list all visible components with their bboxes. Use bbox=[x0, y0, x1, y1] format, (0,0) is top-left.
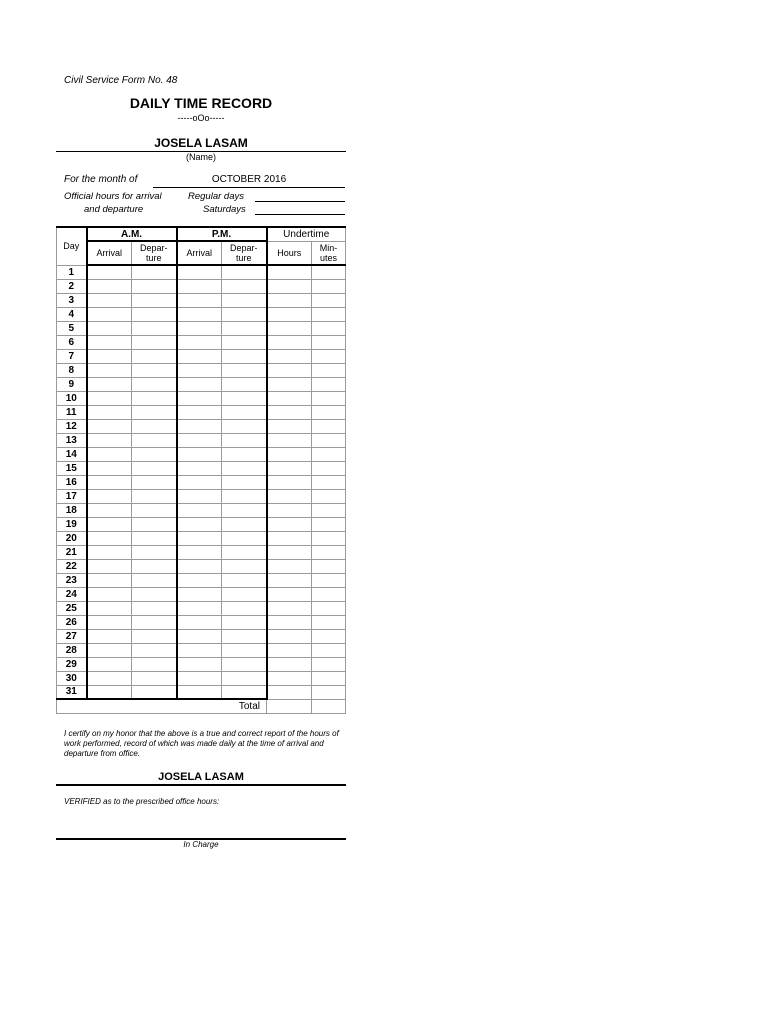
pm-arrival-cell[interactable] bbox=[177, 363, 222, 377]
day-number: 31 bbox=[57, 685, 87, 699]
day-row bbox=[57, 517, 346, 531]
pm-departure-cell[interactable] bbox=[222, 447, 267, 461]
am-departure-cell[interactable] bbox=[132, 545, 177, 559]
am-arrival-cell[interactable] bbox=[87, 643, 132, 657]
day-row bbox=[57, 489, 346, 503]
undertime-minutes-cell[interactable] bbox=[312, 349, 346, 363]
pm-arrival-cell[interactable] bbox=[177, 629, 222, 643]
pm-arrival-cell[interactable] bbox=[177, 685, 222, 699]
day-row bbox=[57, 419, 346, 433]
am-arrival-cell[interactable] bbox=[87, 503, 132, 517]
am-arrival-cell[interactable] bbox=[87, 307, 132, 321]
undertime-minutes-cell[interactable] bbox=[312, 335, 346, 349]
regular-days-field[interactable] bbox=[255, 201, 345, 202]
pm-departure-cell[interactable] bbox=[222, 629, 267, 643]
day-number: 4 bbox=[57, 307, 87, 321]
pm-arrival-cell[interactable] bbox=[177, 643, 222, 657]
undertime-minutes-cell[interactable] bbox=[312, 531, 346, 545]
undertime-hours-cell[interactable] bbox=[267, 671, 312, 685]
day-number: 20 bbox=[57, 531, 87, 545]
undertime-minutes-cell[interactable] bbox=[312, 377, 346, 391]
day-row bbox=[57, 545, 346, 559]
pm-arrival-cell[interactable] bbox=[177, 279, 222, 293]
am-departure-cell[interactable] bbox=[132, 307, 177, 321]
undertime-hours-cell[interactable] bbox=[267, 517, 312, 531]
pm-arrival-cell[interactable] bbox=[177, 349, 222, 363]
day-number: 19 bbox=[57, 517, 87, 531]
departure-line1: Depar- bbox=[229, 243, 258, 253]
undertime-minutes-cell[interactable] bbox=[312, 489, 346, 503]
day-number: 11 bbox=[57, 405, 87, 419]
am-departure-cell[interactable] bbox=[132, 433, 177, 447]
day-row bbox=[57, 657, 346, 671]
day-number: 8 bbox=[57, 363, 87, 377]
undertime-hours-cell[interactable] bbox=[267, 545, 312, 559]
am-arrival-cell[interactable] bbox=[87, 377, 132, 391]
am-arrival-cell[interactable] bbox=[87, 419, 132, 433]
month-label: For the month of bbox=[64, 174, 138, 185]
day-row bbox=[57, 461, 346, 475]
day-row bbox=[57, 363, 346, 377]
total-row bbox=[57, 699, 346, 713]
day-number: 6 bbox=[57, 335, 87, 349]
pm-departure-cell[interactable] bbox=[222, 587, 267, 601]
day-row bbox=[57, 447, 346, 461]
day-row bbox=[57, 671, 346, 685]
am-arrival-cell[interactable] bbox=[87, 545, 132, 559]
am-departure-cell[interactable] bbox=[132, 657, 177, 671]
day-row bbox=[57, 559, 346, 573]
pm-arrival-cell[interactable] bbox=[177, 587, 222, 601]
am-header: A.M. bbox=[87, 227, 177, 241]
time-record-table bbox=[56, 226, 346, 714]
day-number: 3 bbox=[57, 293, 87, 307]
pm-arrival-cell[interactable] bbox=[177, 321, 222, 335]
undertime-minutes-header bbox=[312, 241, 346, 265]
saturdays-field[interactable] bbox=[255, 214, 345, 215]
day-row bbox=[57, 377, 346, 391]
undertime-minutes-cell[interactable] bbox=[312, 419, 346, 433]
pm-arrival-cell[interactable] bbox=[177, 265, 222, 279]
am-departure-cell[interactable] bbox=[132, 447, 177, 461]
day-row bbox=[57, 629, 346, 643]
day-number: 13 bbox=[57, 433, 87, 447]
am-arrival-cell[interactable] bbox=[87, 601, 132, 615]
day-number: 14 bbox=[57, 447, 87, 461]
undertime-minutes-cell[interactable] bbox=[312, 447, 346, 461]
month-value: OCTOBER 2016 bbox=[211, 174, 287, 185]
pm-departure-cell[interactable] bbox=[222, 349, 267, 363]
pm-arrival-cell[interactable] bbox=[177, 293, 222, 307]
am-departure-cell[interactable] bbox=[132, 377, 177, 391]
am-arrival-cell[interactable] bbox=[87, 335, 132, 349]
total-hours-cell[interactable] bbox=[267, 699, 312, 713]
pm-departure-cell[interactable] bbox=[222, 685, 267, 699]
undertime-hours-header: Hours bbox=[267, 241, 312, 265]
pm-departure-cell[interactable] bbox=[222, 559, 267, 573]
pm-departure-cell[interactable] bbox=[222, 391, 267, 405]
am-arrival-cell[interactable] bbox=[87, 293, 132, 307]
undertime-minutes-cell[interactable] bbox=[312, 643, 346, 657]
undertime-minutes-cell[interactable] bbox=[312, 265, 346, 279]
undertime-hours-cell[interactable] bbox=[267, 685, 312, 699]
employee-name: JOSELA LASAM bbox=[154, 136, 248, 150]
undertime-hours-cell[interactable] bbox=[267, 307, 312, 321]
am-departure-cell[interactable] bbox=[132, 349, 177, 363]
pm-departure-cell[interactable] bbox=[222, 489, 267, 503]
pm-arrival-cell[interactable] bbox=[177, 475, 222, 489]
undertime-minutes-cell[interactable] bbox=[312, 391, 346, 405]
in-charge-label: In Charge bbox=[183, 840, 219, 849]
am-arrival-cell[interactable] bbox=[87, 265, 132, 279]
table-subheader-row bbox=[57, 241, 346, 265]
pm-arrival-cell[interactable] bbox=[177, 503, 222, 517]
pm-departure-cell[interactable] bbox=[222, 377, 267, 391]
pm-departure-cell[interactable] bbox=[222, 657, 267, 671]
day-number: 21 bbox=[57, 545, 87, 559]
pm-arrival-cell[interactable] bbox=[177, 307, 222, 321]
pm-departure-cell[interactable] bbox=[222, 517, 267, 531]
undertime-minutes-cell[interactable] bbox=[312, 629, 346, 643]
official-hours-label-line1: Official hours for arrival bbox=[64, 191, 162, 202]
pm-departure-cell[interactable] bbox=[222, 643, 267, 657]
total-minutes-cell[interactable] bbox=[312, 699, 346, 713]
am-departure-cell[interactable] bbox=[132, 671, 177, 685]
am-arrival-cell[interactable] bbox=[87, 489, 132, 503]
undertime-minutes-cell[interactable] bbox=[312, 433, 346, 447]
am-departure-cell[interactable] bbox=[132, 685, 177, 699]
pm-departure-cell[interactable] bbox=[222, 601, 267, 615]
am-departure-cell[interactable] bbox=[132, 461, 177, 475]
day-number: 18 bbox=[57, 503, 87, 517]
undertime-hours-cell[interactable] bbox=[267, 391, 312, 405]
undertime-minutes-cell[interactable] bbox=[312, 279, 346, 293]
am-arrival-cell[interactable] bbox=[87, 433, 132, 447]
pm-departure-cell[interactable] bbox=[222, 503, 267, 517]
day-number: 28 bbox=[57, 643, 87, 657]
day-number: 26 bbox=[57, 615, 87, 629]
day-row bbox=[57, 335, 346, 349]
pm-departure-cell[interactable] bbox=[222, 475, 267, 489]
pm-arrival-cell[interactable] bbox=[177, 601, 222, 615]
undertime-hours-cell[interactable] bbox=[267, 405, 312, 419]
pm-departure-cell[interactable] bbox=[222, 531, 267, 545]
undertime-hours-cell[interactable] bbox=[267, 363, 312, 377]
am-departure-cell[interactable] bbox=[132, 293, 177, 307]
title-ornament: -----oOo----- bbox=[177, 113, 225, 123]
undertime-minutes-cell[interactable] bbox=[312, 657, 346, 671]
undertime-minutes-cell[interactable] bbox=[312, 559, 346, 573]
am-departure-cell[interactable] bbox=[132, 475, 177, 489]
undertime-hours-cell[interactable] bbox=[267, 279, 312, 293]
am-departure-cell[interactable] bbox=[132, 265, 177, 279]
am-arrival-cell[interactable] bbox=[87, 559, 132, 573]
day-number: 24 bbox=[57, 587, 87, 601]
day-row bbox=[57, 475, 346, 489]
day-number: 9 bbox=[57, 377, 87, 391]
undertime-hours-cell[interactable] bbox=[267, 643, 312, 657]
table-header-row bbox=[57, 227, 346, 241]
undertime-hours-cell[interactable] bbox=[267, 503, 312, 517]
am-departure-cell[interactable] bbox=[132, 363, 177, 377]
day-number: 10 bbox=[57, 391, 87, 405]
am-arrival-cell[interactable] bbox=[87, 629, 132, 643]
pm-arrival-header: Arrival bbox=[177, 241, 222, 265]
undertime-hours-cell[interactable] bbox=[267, 377, 312, 391]
pm-departure-cell[interactable] bbox=[222, 265, 267, 279]
day-number: 5 bbox=[57, 321, 87, 335]
am-departure-cell[interactable] bbox=[132, 503, 177, 517]
verified-text: VERIFIED as to the prescribed office hours: bbox=[64, 797, 220, 806]
am-departure-header bbox=[132, 241, 177, 265]
undertime-hours-cell[interactable] bbox=[267, 447, 312, 461]
am-departure-cell[interactable] bbox=[132, 489, 177, 503]
am-departure-cell[interactable] bbox=[132, 391, 177, 405]
pm-arrival-cell[interactable] bbox=[177, 517, 222, 531]
undertime-hours-cell[interactable] bbox=[267, 293, 312, 307]
pm-arrival-cell[interactable] bbox=[177, 671, 222, 685]
saturdays-label: Saturdays bbox=[203, 204, 246, 215]
undertime-hours-cell[interactable] bbox=[267, 349, 312, 363]
undertime-minutes-cell[interactable] bbox=[312, 601, 346, 615]
pm-arrival-cell[interactable] bbox=[177, 559, 222, 573]
pm-departure-cell[interactable] bbox=[222, 461, 267, 475]
undertime-minutes-cell[interactable] bbox=[312, 545, 346, 559]
pm-arrival-cell[interactable] bbox=[177, 447, 222, 461]
day-row bbox=[57, 279, 346, 293]
am-departure-cell[interactable] bbox=[132, 615, 177, 629]
pm-header: P.M. bbox=[177, 227, 267, 241]
day-number: 23 bbox=[57, 573, 87, 587]
am-arrival-cell[interactable] bbox=[87, 363, 132, 377]
regular-days-label: Regular days bbox=[188, 191, 244, 202]
undertime-hours-cell[interactable] bbox=[267, 601, 312, 615]
day-number: 27 bbox=[57, 629, 87, 643]
minutes-line1: Min- bbox=[319, 242, 338, 253]
pm-departure-cell[interactable] bbox=[222, 321, 267, 335]
undertime-hours-cell[interactable] bbox=[267, 461, 312, 475]
departure-line1: Depar- bbox=[139, 243, 168, 253]
day-number: 29 bbox=[57, 657, 87, 671]
undertime-hours-cell[interactable] bbox=[267, 573, 312, 587]
am-arrival-cell[interactable] bbox=[87, 657, 132, 671]
day-number: 22 bbox=[57, 559, 87, 573]
undertime-minutes-cell[interactable] bbox=[312, 517, 346, 531]
undertime-minutes-cell[interactable] bbox=[312, 321, 346, 335]
pm-departure-cell[interactable] bbox=[222, 545, 267, 559]
pm-arrival-cell[interactable] bbox=[177, 335, 222, 349]
day-number: 12 bbox=[57, 419, 87, 433]
document-title: DAILY TIME RECORD bbox=[129, 95, 273, 111]
am-arrival-cell[interactable] bbox=[87, 475, 132, 489]
pm-departure-cell[interactable] bbox=[222, 671, 267, 685]
undertime-hours-cell[interactable] bbox=[267, 265, 312, 279]
certification-text: I certify on my honor that the above is a true and correct report of the hours of work performed, record of which was made daily at the time of arrival and departure from office. bbox=[64, 729, 339, 758]
am-departure-cell[interactable] bbox=[132, 405, 177, 419]
pm-departure-cell[interactable] bbox=[222, 615, 267, 629]
undertime-hours-cell[interactable] bbox=[267, 629, 312, 643]
undertime-hours-cell[interactable] bbox=[267, 475, 312, 489]
pm-departure-cell[interactable] bbox=[222, 307, 267, 321]
undertime-minutes-cell[interactable] bbox=[312, 671, 346, 685]
day-row bbox=[57, 265, 346, 279]
day-header: Day bbox=[57, 227, 87, 265]
pm-departure-header bbox=[222, 241, 267, 265]
total-label: Total bbox=[57, 699, 267, 713]
undertime-hours-cell[interactable] bbox=[267, 419, 312, 433]
undertime-minutes-cell[interactable] bbox=[312, 615, 346, 629]
am-departure-cell[interactable] bbox=[132, 517, 177, 531]
pm-departure-cell[interactable] bbox=[222, 335, 267, 349]
pm-arrival-cell[interactable] bbox=[177, 573, 222, 587]
day-row bbox=[57, 321, 346, 335]
day-number: 30 bbox=[57, 671, 87, 685]
am-arrival-cell[interactable] bbox=[87, 531, 132, 545]
undertime-minutes-cell[interactable] bbox=[312, 573, 346, 587]
pm-departure-cell[interactable] bbox=[222, 293, 267, 307]
day-row bbox=[57, 615, 346, 629]
pm-departure-cell[interactable] bbox=[222, 405, 267, 419]
am-arrival-cell[interactable] bbox=[87, 685, 132, 699]
pm-departure-cell[interactable] bbox=[222, 573, 267, 587]
pm-departure-cell[interactable] bbox=[222, 363, 267, 377]
pm-arrival-cell[interactable] bbox=[177, 531, 222, 545]
day-row bbox=[57, 601, 346, 615]
day-row bbox=[57, 503, 346, 517]
undertime-minutes-cell[interactable] bbox=[312, 503, 346, 517]
pm-arrival-cell[interactable] bbox=[177, 391, 222, 405]
name-caption: (Name) bbox=[185, 152, 216, 162]
day-row bbox=[57, 685, 346, 699]
minutes-line2: utes bbox=[319, 252, 337, 263]
am-arrival-cell[interactable] bbox=[87, 587, 132, 601]
am-departure-cell[interactable] bbox=[132, 531, 177, 545]
am-departure-cell[interactable] bbox=[132, 601, 177, 615]
undertime-hours-cell[interactable] bbox=[267, 335, 312, 349]
am-departure-cell[interactable] bbox=[132, 559, 177, 573]
am-departure-cell[interactable] bbox=[132, 629, 177, 643]
departure-line2: ture bbox=[235, 253, 252, 263]
am-arrival-header: Arrival bbox=[87, 241, 132, 265]
signature-line bbox=[56, 784, 346, 786]
day-number: 17 bbox=[57, 489, 87, 503]
day-row bbox=[57, 531, 346, 545]
am-arrival-cell[interactable] bbox=[87, 447, 132, 461]
am-departure-cell[interactable] bbox=[132, 587, 177, 601]
am-arrival-cell[interactable] bbox=[87, 349, 132, 363]
undertime-hours-cell[interactable] bbox=[267, 615, 312, 629]
am-departure-cell[interactable] bbox=[132, 643, 177, 657]
pm-arrival-cell[interactable] bbox=[177, 615, 222, 629]
am-arrival-cell[interactable] bbox=[87, 671, 132, 685]
undertime-minutes-cell[interactable] bbox=[312, 293, 346, 307]
day-number: 1 bbox=[57, 265, 87, 279]
am-arrival-cell[interactable] bbox=[87, 517, 132, 531]
pm-arrival-cell[interactable] bbox=[177, 433, 222, 447]
day-row bbox=[57, 349, 346, 363]
day-number: 2 bbox=[57, 279, 87, 293]
undertime-hours-cell[interactable] bbox=[267, 559, 312, 573]
pm-arrival-cell[interactable] bbox=[177, 419, 222, 433]
day-row bbox=[57, 587, 346, 601]
day-row bbox=[57, 643, 346, 657]
undertime-hours-cell[interactable] bbox=[267, 489, 312, 503]
undertime-hours-cell[interactable] bbox=[267, 531, 312, 545]
day-number: 7 bbox=[57, 349, 87, 363]
undertime-hours-cell[interactable] bbox=[267, 587, 312, 601]
am-departure-cell[interactable] bbox=[132, 573, 177, 587]
am-departure-cell[interactable] bbox=[132, 419, 177, 433]
am-departure-cell[interactable] bbox=[132, 279, 177, 293]
undertime-minutes-cell[interactable] bbox=[312, 307, 346, 321]
pm-arrival-cell[interactable] bbox=[177, 405, 222, 419]
undertime-minutes-cell[interactable] bbox=[312, 405, 346, 419]
day-number: 15 bbox=[57, 461, 87, 475]
undertime-hours-cell[interactable] bbox=[267, 433, 312, 447]
undertime-hours-cell[interactable] bbox=[267, 321, 312, 335]
pm-departure-cell[interactable] bbox=[222, 419, 267, 433]
day-number: 16 bbox=[57, 475, 87, 489]
am-arrival-cell[interactable] bbox=[87, 461, 132, 475]
undertime-header: Undertime bbox=[267, 227, 346, 241]
undertime-hours-cell[interactable] bbox=[267, 657, 312, 671]
am-arrival-cell[interactable] bbox=[87, 405, 132, 419]
pm-arrival-cell[interactable] bbox=[177, 461, 222, 475]
pm-departure-cell[interactable] bbox=[222, 433, 267, 447]
day-row bbox=[57, 405, 346, 419]
pm-departure-cell[interactable] bbox=[222, 279, 267, 293]
pm-arrival-cell[interactable] bbox=[177, 377, 222, 391]
pm-arrival-cell[interactable] bbox=[177, 489, 222, 503]
departure-line2: ture bbox=[145, 253, 162, 263]
day-row bbox=[57, 433, 346, 447]
am-departure-cell[interactable] bbox=[132, 321, 177, 335]
day-row bbox=[57, 391, 346, 405]
am-arrival-cell[interactable] bbox=[87, 321, 132, 335]
am-arrival-cell[interactable] bbox=[87, 279, 132, 293]
pm-arrival-cell[interactable] bbox=[177, 545, 222, 559]
am-arrival-cell[interactable] bbox=[87, 391, 132, 405]
undertime-minutes-cell[interactable] bbox=[312, 461, 346, 475]
undertime-minutes-cell[interactable] bbox=[312, 475, 346, 489]
official-hours-label-line2: and departure bbox=[84, 204, 144, 215]
am-arrival-cell[interactable] bbox=[87, 573, 132, 587]
am-departure-cell[interactable] bbox=[132, 335, 177, 349]
day-row bbox=[57, 307, 346, 321]
day-row bbox=[57, 293, 346, 307]
am-arrival-cell[interactable] bbox=[87, 615, 132, 629]
pm-arrival-cell[interactable] bbox=[177, 657, 222, 671]
signature-name: JOSELA LASAM bbox=[158, 771, 244, 783]
form-number: Civil Service Form No. 48 bbox=[64, 75, 178, 86]
day-number: 25 bbox=[57, 601, 87, 615]
undertime-minutes-cell[interactable] bbox=[312, 363, 346, 377]
month-underline bbox=[153, 187, 345, 188]
day-row bbox=[57, 573, 346, 587]
undertime-minutes-cell[interactable] bbox=[312, 685, 346, 699]
undertime-minutes-cell[interactable] bbox=[312, 587, 346, 601]
